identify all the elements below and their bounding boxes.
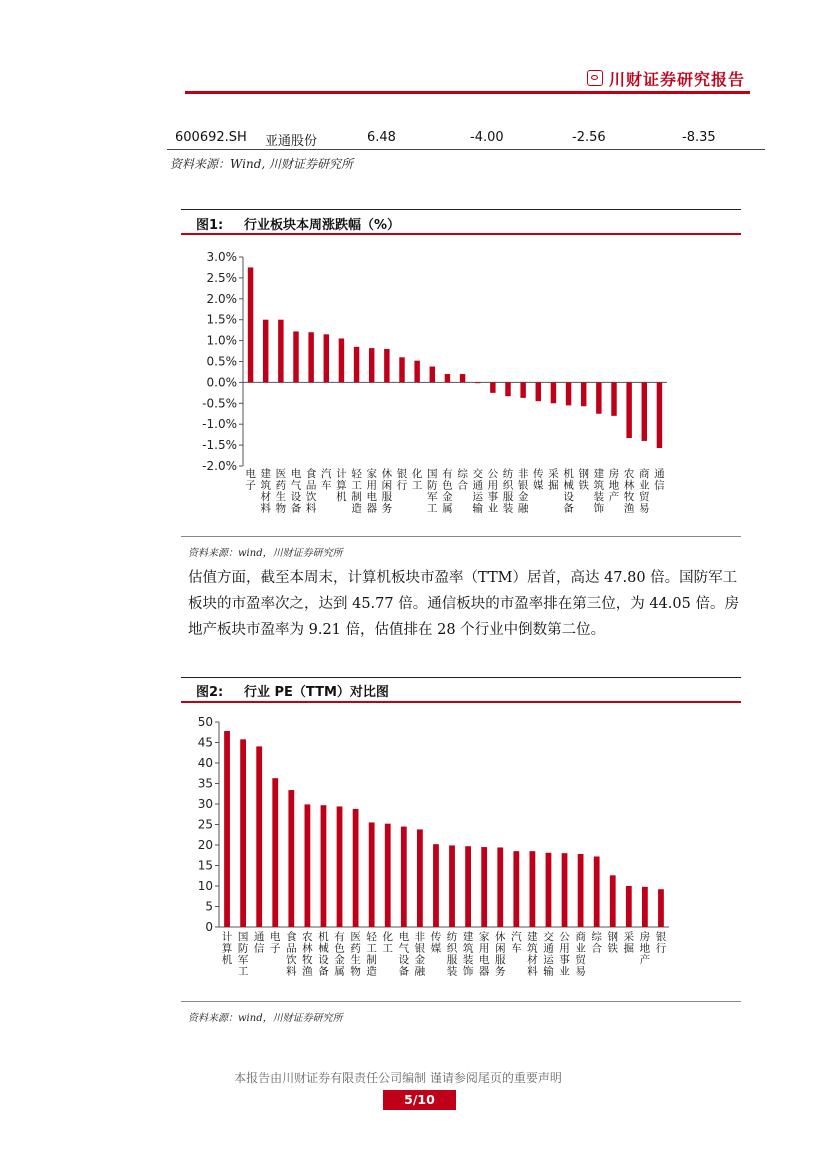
chart1-bar	[414, 361, 419, 383]
chart2-category-label: 易	[575, 965, 586, 978]
chart2-y-tick-label: 20	[197, 838, 213, 852]
chart1-category-label: 服	[502, 491, 514, 503]
chart2-category-label: 业	[575, 942, 586, 955]
chart2-category-label: 建	[462, 931, 474, 943]
chart1-category-label: 料	[260, 502, 271, 515]
chart1-category-label: 行	[396, 479, 408, 492]
chart2-bar	[401, 827, 407, 927]
chart2-category-label: 备	[398, 965, 410, 978]
chart2-category-label: 车	[511, 942, 522, 955]
chart2-bar	[465, 846, 471, 927]
chart1-category-label: 公	[487, 468, 499, 480]
chart2-category-label: 采	[623, 931, 635, 943]
chart1-bar	[626, 382, 631, 438]
chart1-bar	[460, 374, 465, 382]
chart2-bar	[272, 778, 278, 927]
chart1-category-label: 纺	[502, 468, 514, 480]
chart2-category-label: 交	[543, 931, 554, 943]
chart2-category-label: 电	[398, 931, 410, 943]
chart2-category-label: 医	[350, 931, 361, 943]
chart1-category-label: 药	[275, 479, 287, 492]
figure1-bottom-rule	[181, 536, 741, 537]
chart2-category-label: 机	[221, 954, 233, 966]
chart1-category-label: 综	[457, 468, 468, 480]
industry-weekly-change-chart	[181, 240, 741, 535]
chart1-category-label: 制	[351, 491, 362, 503]
chart2-category-label: 家	[478, 931, 490, 943]
chart2-category-label: 品	[286, 942, 297, 955]
chart1-category-label: 商	[639, 468, 650, 480]
chart1-bar	[475, 382, 480, 383]
chart2-category-label: 织	[446, 942, 458, 955]
figure2-bottom-rule	[181, 1001, 741, 1002]
chart2-category-label: 贸	[575, 954, 586, 966]
chart2-category-label: 化	[382, 931, 393, 943]
chart1-bar	[551, 382, 556, 403]
chart1-category-label: 贸	[639, 491, 650, 503]
chart1-bar	[490, 382, 495, 392]
table-source: 资料来源：Wind, 川财证券研究所	[170, 157, 354, 171]
chart2-category-label: 掘	[623, 942, 635, 955]
chart2-category-label: 汽	[511, 931, 522, 943]
chart2-bar	[224, 731, 230, 927]
chart2-y-tick-label: 5	[205, 899, 213, 914]
chart2-category-label: 事	[559, 954, 570, 966]
header-divider	[185, 91, 750, 94]
chart2-category-label: 材	[527, 954, 538, 966]
chart2-category-label: 有	[334, 931, 345, 943]
chart1-category-label: 电	[290, 468, 302, 480]
chart2-bar	[433, 844, 439, 927]
chart2-category-label: 械	[318, 942, 329, 955]
chart1-category-label: 机	[336, 491, 347, 503]
chart2-category-label: 公	[559, 931, 570, 943]
chart1-category-label: 用	[487, 479, 499, 492]
chart2-bar	[610, 875, 616, 927]
chart1-bar	[611, 382, 616, 415]
chart1-y-tick-label: 0.5%	[206, 354, 237, 369]
chart2-category-label: 休	[495, 931, 506, 943]
chart1-category-label: 传	[533, 468, 544, 480]
chart1-category-label: 设	[563, 491, 574, 503]
chart2-category-label: 食	[286, 931, 297, 943]
stock-code-cell: 600692.SH	[175, 130, 247, 145]
chart2-y-tick-label: 0	[205, 920, 213, 934]
value-cell-1: 6.48	[367, 130, 396, 145]
chart1-category-label: 子	[245, 479, 256, 492]
chart2-y-tick-label: 25	[197, 817, 213, 832]
chart2-bar	[369, 822, 375, 927]
chart2-category-label: 制	[366, 954, 377, 966]
figure2-title-underline	[181, 701, 741, 703]
chart1-category-label: 有	[442, 468, 453, 480]
chart1-bar	[520, 382, 525, 397]
chart1-category-label: 料	[305, 502, 317, 515]
chart2-bar	[546, 853, 552, 927]
chart1-y-tick-label: 1.5%	[206, 312, 237, 327]
chart2-category-label: 务	[495, 965, 506, 978]
chart2-category-label: 服	[495, 954, 506, 966]
chart2-category-label: 业	[559, 965, 570, 978]
chart2-bar	[256, 746, 262, 927]
chart2-y-tick-label: 45	[197, 735, 213, 750]
chart1-category-label: 国	[427, 468, 438, 480]
chart1-category-label: 通	[472, 479, 483, 492]
chart2-y-tick-label: 50	[197, 715, 213, 729]
chart2-category-label: 备	[318, 965, 329, 978]
chart2-bar	[417, 829, 423, 927]
chart1-bar	[505, 382, 510, 396]
chart2-category-label: 建	[527, 931, 538, 943]
chart2-category-label: 输	[543, 965, 554, 978]
chart1-bar	[657, 382, 662, 448]
chart1-category-label: 器	[366, 502, 377, 515]
chart1-category-label: 务	[381, 502, 393, 515]
figure1-source: 资料来源：wind，川财证券研究所	[188, 548, 343, 559]
chart1-category-label: 采	[548, 468, 559, 480]
chart1-y-tick-label: 2.5%	[206, 270, 237, 285]
chart1-category-label: 筑	[260, 479, 271, 492]
chart1-category-label: 设	[290, 491, 302, 503]
chart2-category-label: 算	[221, 942, 233, 955]
chart2-category-label: 融	[414, 965, 426, 978]
chart1-category-label: 通	[654, 468, 665, 480]
chart2-bar	[449, 845, 455, 927]
chart1-bar	[263, 320, 268, 383]
chart1-category-label: 建	[593, 468, 605, 480]
chart1-category-label: 融	[517, 502, 529, 515]
chart1-category-label: 饮	[305, 491, 317, 503]
chart2-category-label: 料	[527, 965, 538, 978]
figure1-title: 行业板块本周涨跌幅（%）	[244, 218, 401, 233]
chart1-category-label: 林	[623, 479, 635, 492]
chart1-category-label: 建	[260, 468, 271, 480]
chart2-category-label: 器	[478, 965, 490, 978]
chart2-category-label: 地	[639, 942, 651, 955]
footer-disclaimer: 本报告由川财证券有限责任公司编制 谨请参阅尾页的重要声明	[234, 1071, 562, 1085]
chart1-y-tick-label: -0.5%	[202, 396, 237, 411]
chart2-category-label: 工	[237, 965, 249, 978]
chart2-category-label: 信	[253, 942, 265, 955]
chart2-category-label: 非	[414, 931, 426, 943]
chart1-category-label: 服	[381, 491, 393, 503]
chart2-category-label: 色	[334, 942, 345, 955]
chart1-category-label: 家	[366, 468, 377, 480]
chart2-bar	[658, 889, 664, 927]
page-number-badge: 5/10	[383, 1090, 456, 1110]
chart1-category-label: 闲	[381, 479, 393, 492]
chart1-category-label: 防	[427, 479, 438, 492]
chart1-category-label: 休	[381, 468, 393, 480]
chart2-bar	[513, 851, 519, 927]
chart2-category-label: 金	[334, 954, 345, 966]
chart1-category-label: 房	[608, 468, 620, 480]
chart1-category-label: 饰	[593, 502, 605, 515]
chart1-category-label: 合	[457, 479, 468, 492]
chart2-category-label: 服	[446, 954, 458, 966]
chart1-category-label: 车	[321, 479, 332, 492]
chart1-bar	[642, 382, 647, 441]
chart2-category-label: 筑	[527, 942, 538, 955]
chart1-y-tick-label: -1.5%	[202, 438, 237, 453]
chart2-category-label: 运	[543, 954, 554, 966]
chart1-category-label: 金	[442, 491, 453, 503]
chart1-category-label: 交	[472, 468, 483, 480]
chart2-category-label: 饮	[286, 954, 297, 966]
chart2-bar	[594, 856, 600, 927]
chart2-category-label: 设	[398, 954, 410, 966]
chart1-category-label: 造	[351, 502, 362, 515]
chart2-category-label: 造	[366, 965, 377, 978]
chart1-category-label: 运	[472, 491, 483, 503]
chart1-category-label: 装	[502, 502, 514, 515]
chart1-category-label: 输	[472, 502, 483, 515]
chart2-category-label: 设	[318, 954, 329, 966]
chart2-category-label: 金	[414, 954, 426, 966]
chart1-category-label: 电	[366, 491, 377, 503]
value-cell-3: -2.56	[572, 130, 606, 145]
chart1-bar	[293, 331, 298, 382]
chart1-category-label: 备	[290, 502, 302, 515]
chart2-category-label: 用	[559, 942, 570, 955]
chart2-bar	[240, 739, 246, 927]
chart2-category-label: 生	[350, 954, 361, 966]
chart2-category-label: 渔	[302, 965, 313, 978]
value-cell-4: -8.35	[682, 130, 716, 145]
chart1-category-label: 信	[654, 479, 665, 492]
chart2-category-label: 银	[655, 931, 667, 943]
chart2-category-label: 属	[334, 965, 345, 978]
chart1-y-tick-label: 0.0%	[206, 375, 237, 390]
chart2-category-label: 闲	[495, 942, 506, 955]
chart2-category-label: 筑	[462, 942, 474, 955]
chart2-category-label: 综	[591, 931, 602, 943]
chart1-category-label: 掘	[548, 479, 559, 492]
chart1-category-label: 牧	[623, 491, 635, 503]
chart1-category-label: 算	[336, 479, 347, 492]
chart1-category-label: 易	[639, 502, 650, 515]
chart2-category-label: 国	[237, 931, 249, 943]
chart2-category-label: 工	[366, 942, 377, 955]
chart1-category-label: 筑	[593, 479, 605, 492]
chart1-category-label: 金	[517, 491, 529, 503]
chart2-category-label: 军	[237, 954, 249, 966]
chart1-category-label: 银	[517, 479, 529, 492]
figure1-top-rule	[181, 209, 741, 210]
chart2-category-label: 媒	[430, 942, 442, 955]
chart1-category-label: 轻	[351, 468, 362, 480]
chart2-category-label: 林	[302, 942, 313, 955]
chart2-category-label: 电	[270, 931, 281, 943]
figure1-label: 图1:	[196, 218, 224, 233]
chart2-category-label: 铁	[607, 942, 618, 955]
chart2-category-label: 轻	[366, 931, 377, 943]
chart1-category-label: 物	[275, 502, 287, 515]
chart1-bar	[566, 382, 571, 405]
chart1-bar	[536, 382, 541, 401]
chart1-category-label: 计	[336, 468, 347, 480]
chart2-category-label: 牧	[302, 954, 313, 966]
chart1-y-tick-label: 2.0%	[206, 291, 237, 306]
chart1-category-label: 铁	[578, 479, 589, 492]
chart1-category-label: 用	[366, 479, 377, 492]
chart2-y-tick-label: 35	[197, 776, 213, 791]
chart1-category-label: 工	[351, 479, 362, 492]
chart1-category-label: 银	[396, 468, 408, 480]
chart1-category-label: 事	[487, 491, 499, 503]
chart2-category-label: 行	[655, 942, 667, 955]
chart1-category-label: 医	[275, 468, 287, 480]
value-cell-2: -4.00	[470, 130, 504, 145]
chart2-bar	[626, 886, 632, 927]
chart1-bar	[384, 349, 389, 382]
chart1-category-label: 色	[442, 479, 453, 492]
stock-name-cell: 亚通股份	[265, 134, 318, 149]
chart1-category-label: 食	[305, 468, 317, 480]
chart1-bar	[354, 347, 359, 383]
chart2-bar	[353, 809, 359, 927]
figure2-top-rule	[181, 677, 741, 678]
chart2-bar	[337, 806, 343, 927]
chart2-y-tick-label: 10	[197, 879, 213, 893]
chart1-category-label: 业	[487, 502, 499, 515]
chart2-category-label: 合	[591, 942, 602, 955]
chart2-category-label: 用	[478, 942, 490, 955]
chart1-bar	[248, 267, 253, 382]
chart2-category-label: 气	[398, 942, 410, 955]
chart1-bar	[308, 332, 313, 382]
chart1-y-tick-label: 1.0%	[206, 333, 237, 348]
chart2-y-tick-label: 30	[197, 797, 213, 811]
chart2-category-label: 子	[270, 942, 281, 955]
chart1-category-label: 非	[517, 468, 529, 480]
chart1-bar	[596, 382, 601, 413]
chart2-bar	[578, 854, 584, 927]
chart2-category-label: 农	[302, 931, 313, 943]
chart1-category-label: 品	[305, 479, 317, 492]
chart1-category-label: 工	[427, 502, 438, 515]
chart1-category-label: 化	[411, 468, 423, 480]
chart2-category-label: 装	[462, 954, 474, 966]
chart2-category-label: 药	[350, 942, 361, 955]
chart2-category-label: 饰	[462, 965, 474, 978]
chart1-category-label: 机	[563, 468, 574, 480]
chart2-category-label: 装	[446, 965, 458, 978]
figure2-source: 资料来源：wind，川财证券研究所	[188, 1013, 343, 1024]
chart2-category-label: 通	[543, 942, 554, 955]
industry-pe-chart	[181, 708, 741, 1000]
valuation-paragraph: 估值方面，截至本周末，计算机板块市盈率（TTM）居首，高达 47.80 倍。国防军工板块的市盈率次之，达到 45.77 倍。通信板块的市盈率排在第三位，为 44.05 倍。房地产板块市盈率为 9.21 倍，估值排在 28 个行业中倒数第二位。	[188, 570, 739, 638]
chart1-y-tick-label: 3.0%	[206, 250, 237, 264]
figure2-title: 行业 PE（TTM）对比图	[244, 685, 389, 700]
chart2-category-label: 工	[382, 942, 393, 955]
chart2-category-label: 钢	[607, 931, 618, 943]
chart1-category-label: 械	[563, 479, 574, 492]
chart1-y-tick-label: -1.0%	[202, 417, 237, 432]
chart1-bar	[581, 382, 586, 406]
chart1-bar	[369, 348, 374, 382]
chart1-bar	[399, 357, 404, 382]
chart2-category-label: 银	[414, 942, 426, 955]
chart2-bar	[321, 805, 327, 927]
chart1-category-label: 媒	[533, 479, 544, 492]
chart1-bar	[445, 374, 450, 382]
table-bottom-border	[167, 149, 765, 150]
chart2-category-label: 通	[253, 931, 265, 943]
chart2-category-label: 机	[318, 931, 329, 943]
chart2-category-label: 计	[221, 931, 233, 943]
chart2-bar	[481, 847, 487, 927]
chart1-category-label: 工	[411, 479, 423, 492]
chart1-category-label: 军	[427, 491, 438, 503]
chart2-category-label: 料	[286, 965, 297, 978]
chart2-bar	[642, 887, 648, 927]
chart1-category-label: 备	[563, 502, 574, 515]
chart1-category-label: 织	[502, 479, 514, 492]
chart2-category-label: 房	[639, 931, 651, 943]
chart2-category-label: 物	[350, 965, 361, 978]
chart1-category-label: 装	[593, 491, 605, 503]
chart2-bar	[497, 847, 503, 927]
chart2-category-label: 传	[430, 931, 442, 943]
chart2-bar	[562, 853, 568, 927]
chart1-category-label: 气	[290, 479, 302, 492]
chart1-bar	[339, 339, 344, 383]
chart2-category-label: 纺	[446, 931, 458, 943]
chart1-category-label: 属	[442, 502, 453, 515]
figure2-label: 图2:	[196, 685, 224, 700]
chart2-category-label: 商	[575, 931, 586, 943]
chart2-y-tick-label: 15	[197, 858, 213, 873]
chart1-category-label: 汽	[321, 468, 332, 480]
chart2-bar	[288, 790, 294, 927]
chart1-category-label: 地	[608, 479, 620, 492]
chart1-bar	[324, 334, 329, 382]
chart1-category-label: 电	[245, 468, 256, 480]
header-title: 川财证券研究报告	[609, 70, 746, 89]
chart1-category-label: 农	[623, 468, 635, 480]
chart1-category-label: 业	[639, 479, 650, 492]
chart1-y-tick-label: -2.0%	[202, 459, 237, 473]
chart1-category-label: 产	[608, 491, 620, 503]
chart2-category-label: 防	[237, 942, 249, 955]
chart2-bar	[385, 824, 391, 927]
chart2-bar	[530, 851, 536, 927]
chart2-y-tick-label: 40	[197, 756, 213, 770]
chart2-bar	[305, 804, 311, 927]
chart1-category-label: 生	[275, 491, 287, 503]
chart2-category-label: 电	[478, 954, 490, 966]
chart1-bar	[430, 367, 435, 383]
chart1-category-label: 钢	[578, 468, 589, 480]
chart1-category-label: 渔	[623, 502, 635, 515]
chart1-category-label: 材	[260, 491, 271, 503]
company-logo-icon	[587, 70, 603, 86]
figure1-title-underline	[181, 233, 741, 235]
chart2-category-label: 产	[639, 954, 651, 966]
chart1-bar	[278, 320, 283, 383]
